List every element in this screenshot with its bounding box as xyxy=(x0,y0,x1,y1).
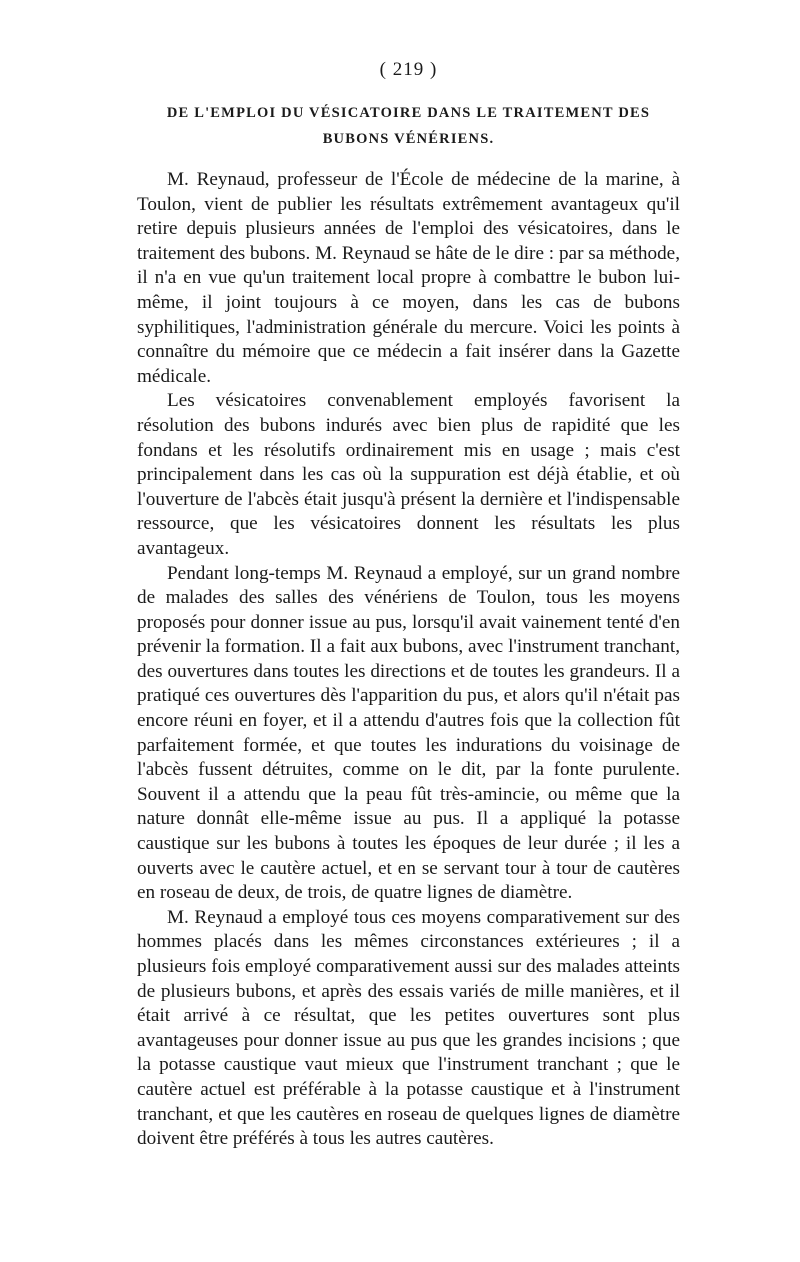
article-title-line-2: BUBONS VÉNÉRIENS. xyxy=(322,131,495,147)
paragraph: M. Reynaud a employé tous ces moyens comparativement sur des hommes placés dans les mêmes circonstances extérieures ; il a plusieurs fois employé comparativement aussi sur des malades atteints de plusieurs bubons, et après des essais variés de mille manières, et il était arrivé à ce résultat, que les petites ouvertures sont plus avantageuses pour donner issue au pus que les grandes incisions ; que la potasse caustique vaut mieux que l'instrument tranchant ; que le cautère actuel est préférable à la potasse caustique et à l'instrument tranchant, et que les cautères en roseau de quelques lignes de diamètre doivent être préférés à tous les autres cautères. xyxy=(137,906,680,1150)
article-title xyxy=(115,100,702,152)
page-number: ( 219 ) xyxy=(379,59,438,80)
article-title-line-1: DE L'EMPLOI DU VÉSICATOIRE DANS LE TRAITEMENT DES xyxy=(166,105,651,121)
article-body xyxy=(137,168,680,1152)
paragraph: Pendant long-temps M. Reynaud a employé, sur un grand nombre de malades des salles des vénériens de Toulon, tous les moyens proposés pour donner issue au pus, lorsqu'il avait vainement tenté d'en prévenir la formation. Il a fait aux bubons, avec l'instrument tranchant, des ouvertures dans toutes les directions et de toutes les grandeurs. Il a pratiqué ces ouvertures dès l'apparition du pus, et alors qu'il n'était pas encore réuni en foyer, et il a attendu d'autres fois que la collection fût parfaitement formée, et que toutes les indurations du voisinage de l'abcès fussent détruites, comme on le dit, par la fonte purulente. Souvent il a attendu que la peau fût très-amincie, ou même que la nature donnât elle-même issue au pus. Il a appliqué la potasse caustique sur les bubons à toutes les époques de leur durée ; il les a ouverts avec le cautère actuel, et en se servant tour à tour de cautères en roseau de deux, de trois, de quatre lignes de diamètre. xyxy=(137,562,680,904)
paragraph: Les vésicatoires convenablement employés favorisent la résolution des bubons indurés avec bien plus de rapidité que les fondans et les résolutifs ordinairement mis en usage ; mais c'est principalement dans les cas où la suppuration est déjà établie, et où l'ouverture de l'abcès était jusqu'à présent la dernière et l'indispensable ressource, que les vésicatoires donnent les résultats les plus avantageux. xyxy=(137,390,680,559)
paragraph: M. Reynaud, professeur de l'École de médecine de la marine, à Toulon, vient de publier les résultats extrêmement avantageux qu'il retire depuis plusieurs années de l'emploi des vésicatoires, dans le traitement des bubons. M. Reynaud se hâte de le dire : par sa méthode, il n'a en vue qu'un traitement local propre à combattre le bubon lui-même, il joint toujours à ce moyen, dans les cas de bubons syphilitiques, l'administration générale du mercure. Voici les points à connaître du mémoire que ce médecin a fait insérer dans la Gazette médicale. xyxy=(137,169,680,387)
document-page xyxy=(137,58,680,1152)
